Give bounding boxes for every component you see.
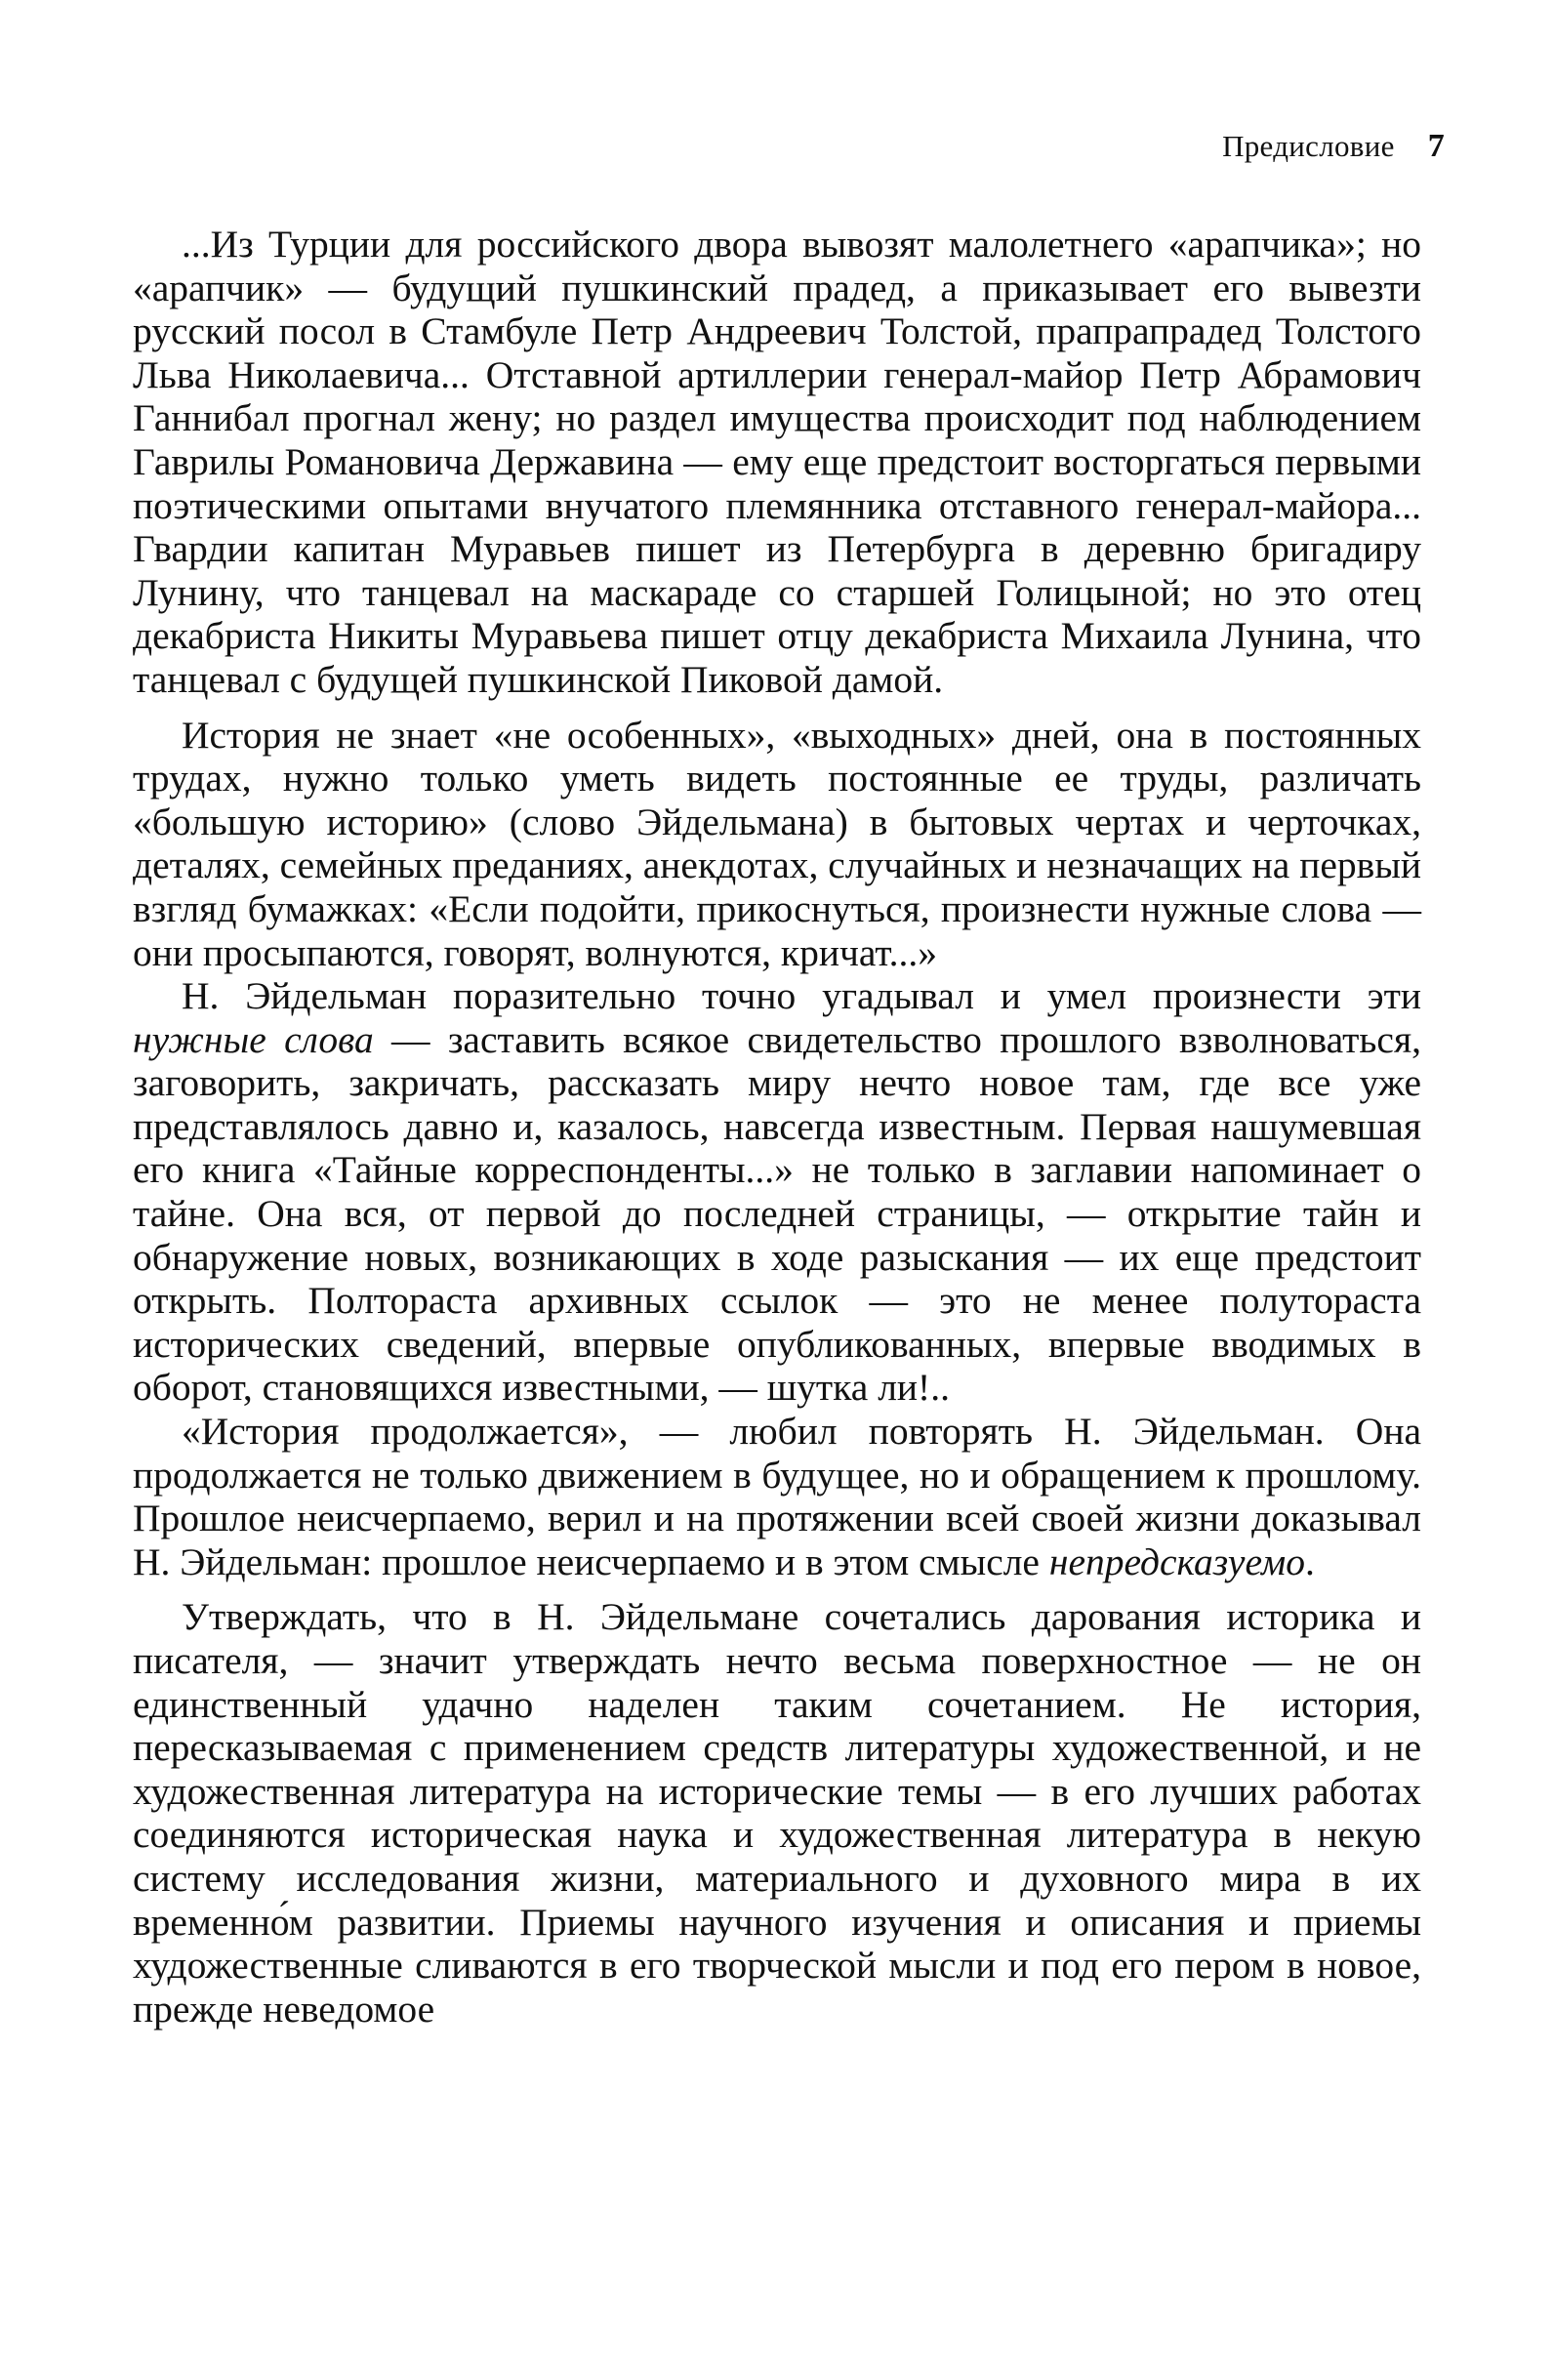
running-head: [137, 127, 1445, 166]
paragraph-4-end: .: [1304, 1539, 1315, 1583]
paragraph-3: [133, 974, 1421, 1410]
paragraph-2: История не знает «не особенных», «выходных» дней, она в постоянных трудах, нужно только уметь видеть постоянные ее труды, различать «большую историю» (слово Эйдельмана) в бытовых чертах и черточках, деталях, семейных преданиях, анекдотах, случайных и незначащих на первый взгляд бумажках: «Если подойти, прикоснуться, произнести нужные слова — они просыпаются, говорят, волнуются, кричат...»: [133, 713, 1421, 974]
paragraph-4-emphasis: непредсказуемо: [1048, 1539, 1305, 1583]
body-text: [133, 223, 1421, 2031]
paragraph-3-end: — заставить всякое свидетельство прошлого взволноваться, заговорить, закричать, рассказать миру нечто новое там, где все уже представлялось давно и, казалось, навсегда известным. Первая нашумевшая его книга «Тайные корреспонденты...» не только в заглавии напоминает о тайне. Она вся, от первой до последней страницы, — открытие тайн и обнаружение новых, возникающих в ходе разыскания — их еще предстоит открыть. Полтораста архивных ссылок — это не менее полутораста исторических сведений, впервые опубликованных, впервые вводимых в оборот, становящихся известными, — шутка ли!..: [133, 1017, 1421, 1410]
paragraph-3-start: Н. Эйдельман поразительно точно угадывал и умел произнести эти: [182, 974, 1421, 1018]
paragraph-4: [133, 1410, 1421, 1583]
paragraph-5: Утверждать, что в Н. Эйдельмане сочетались дарования историка и писателя, — значит утверждать нечто весьма поверхностное — не он единственный удачно наделен таким сочетанием. Не история, пересказываемая с применением средств литературы художественной, и не художественная литература на исторические темы — в его лучших работах соединяются историческая наука и художественная литература в некую систему исследования жизни, материального и духовного мира в их временно́м развитии. Приемы научного изучения и описания и приемы художественные сливаются в его творческой мысли и под его пером в новое, прежде неведомое: [133, 1595, 1421, 2031]
paragraph-3-emphasis: нужные слова: [133, 1017, 374, 1061]
section-title: Предисловие: [1222, 129, 1395, 163]
paragraph-4-start: «История продолжается», — любил повторять Н. Эйдельман. Она продолжается не только движением в будущее, но и обращением к прошлому. Прошлое неисчерпаемо, верил и на протяжении всей своей жизни доказывал Н. Эйдельман: прошлое неисчерпаемо и в этом смысле: [133, 1410, 1421, 1583]
page-number: 7: [1427, 128, 1445, 164]
paragraph-1: ...Из Турции для российского двора вывозят малолетнего «арапчика»; но «арапчик» — будущий пушкинский прадед, а приказывает его вывезти русский посол в Стамбуле Петр Андреевич Толстой, прапрапрадед Толстого Льва Николаевича... Отставной артиллерии генерал-майор Петр Абрамович Ганнибал прогнал жену; но раздел имущества происходит под наблюдением Гаврилы Романовича Державина — ему еще предстоит восторгаться первыми поэтическими опытами внучатого племянника отставного генерал-майора... Гвардии капитан Муравьев пишет из Петербурга в деревню бригадиру Лунину, что танцевал на маскараде со старшей Голицыной; но это отец декабриста Никиты Муравьева пишет отцу декабриста Михаила Лунина, что танцевал с будущей пушкинской Пиковой дамой.: [133, 223, 1421, 701]
